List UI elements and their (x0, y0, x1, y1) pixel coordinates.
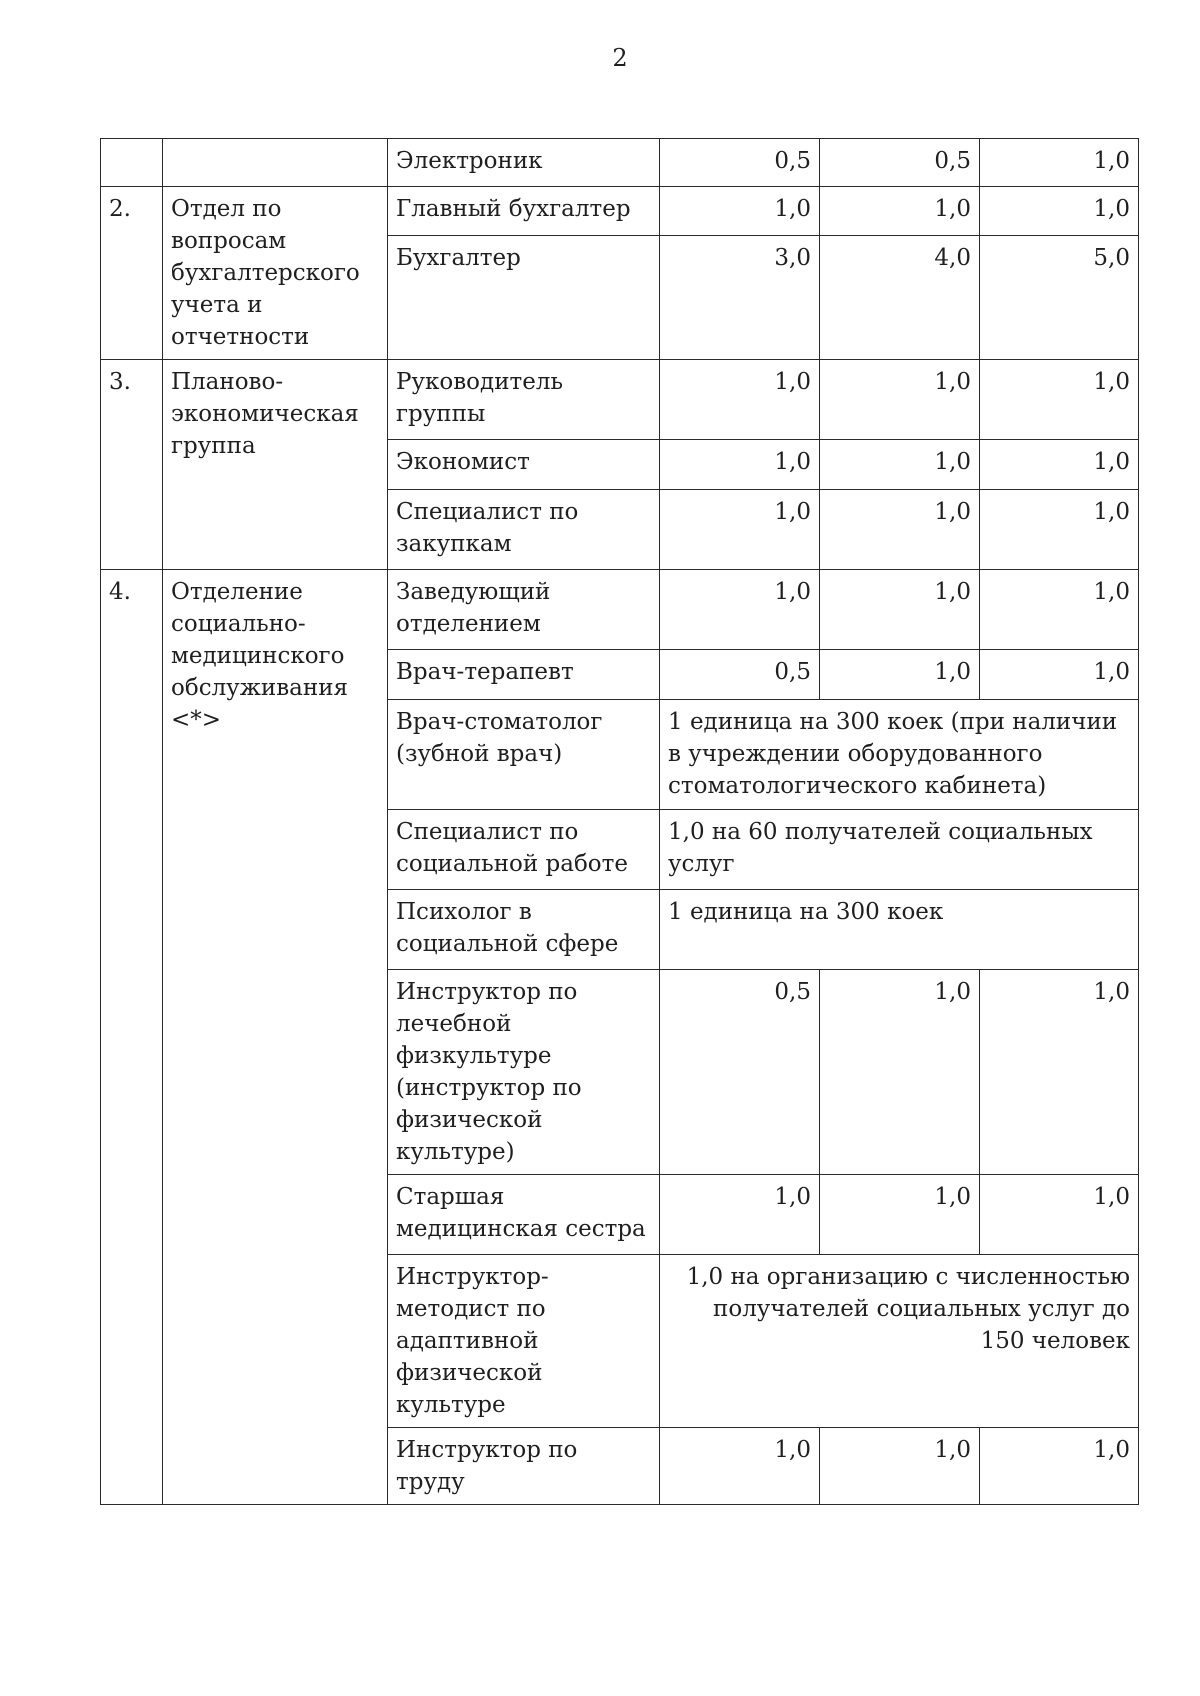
department-cell (163, 139, 388, 187)
value-cell: 1,0 (820, 650, 980, 700)
department-cell: Отдел по вопросам бухгалтерского учета и отчетности (163, 187, 388, 360)
value-cell: 0,5 (660, 650, 820, 700)
value-cell: 1,0 (660, 1428, 820, 1505)
value-cell: 1,0 (980, 187, 1139, 236)
department-cell: Планово-экономическая группа (163, 360, 388, 570)
value-cell: 1,0 (820, 970, 980, 1175)
value-cell: 1,0 (660, 440, 820, 490)
value-cell: 5,0 (980, 235, 1139, 359)
value-cell: 0,5 (660, 139, 820, 187)
position-cell: Специалист по закупкам (388, 490, 660, 570)
value-cell: 1,0 (980, 1428, 1139, 1505)
value-cell: 3,0 (660, 235, 820, 359)
position-cell: Врач-терапевт (388, 650, 660, 700)
position-cell: Экономист (388, 440, 660, 490)
value-cell: 1,0 (820, 1175, 980, 1255)
value-cell: 0,5 (820, 139, 980, 187)
position-cell: Инструктор по лечебной физкультуре (инструктор по физической культуре) (388, 970, 660, 1175)
staffing-table (100, 138, 1139, 1505)
value-cell: 1,0 (820, 490, 980, 570)
norm-note-cell: 1 единица на 300 коек (660, 890, 1139, 970)
table-row (101, 187, 1139, 236)
value-cell: 4,0 (820, 235, 980, 359)
row-number-cell: 2. (101, 187, 163, 360)
value-cell: 1,0 (660, 490, 820, 570)
value-cell: 1,0 (820, 1428, 980, 1505)
value-cell: 1,0 (980, 360, 1139, 440)
value-cell: 1,0 (660, 570, 820, 650)
value-cell: 0,5 (660, 970, 820, 1175)
position-cell: Врач-стоматолог (зубной врач) (388, 700, 660, 810)
value-cell: 1,0 (660, 1175, 820, 1255)
position-cell: Инструктор по труду (388, 1428, 660, 1505)
row-number-cell: 4. (101, 570, 163, 1505)
value-cell: 1,0 (660, 360, 820, 440)
position-cell: Руководитель группы (388, 360, 660, 440)
value-cell: 1,0 (980, 139, 1139, 187)
norm-note-cell: 1,0 на организацию с численностью получателей социальных услуг до 150 человек (660, 1255, 1139, 1428)
table-row (101, 139, 1139, 187)
value-cell: 1,0 (820, 187, 980, 236)
position-cell: Инструктор-методист по адаптивной физической культуре (388, 1255, 660, 1428)
value-cell: 1,0 (980, 440, 1139, 490)
position-cell: Электроник (388, 139, 660, 187)
row-number-cell (101, 139, 163, 187)
value-cell: 1,0 (980, 970, 1139, 1175)
value-cell: 1,0 (980, 570, 1139, 650)
position-cell: Специалист по социальной работе (388, 810, 660, 890)
position-cell: Главный бухгалтер (388, 187, 660, 236)
position-cell: Заведующий отделением (388, 570, 660, 650)
table-row (101, 570, 1139, 650)
page-number: 2 (612, 44, 628, 72)
position-cell: Психолог в социальной сфере (388, 890, 660, 970)
value-cell: 1,0 (980, 1175, 1139, 1255)
value-cell: 1,0 (980, 490, 1139, 570)
table-row (101, 360, 1139, 440)
position-cell: Бухгалтер (388, 235, 660, 359)
value-cell: 1,0 (820, 570, 980, 650)
row-number-cell: 3. (101, 360, 163, 570)
department-cell: Отделение социально-медицинского обслуживания <*> (163, 570, 388, 1505)
value-cell: 1,0 (660, 187, 820, 236)
value-cell: 1,0 (820, 440, 980, 490)
norm-note-cell: 1 единица на 300 коек (при наличии в учреждении оборудованного стоматологического кабинета) (660, 700, 1139, 810)
value-cell: 1,0 (820, 360, 980, 440)
value-cell: 1,0 (980, 650, 1139, 700)
norm-note-cell: 1,0 на 60 получателей социальных услуг (660, 810, 1139, 890)
position-cell: Старшая медицинская сестра (388, 1175, 660, 1255)
